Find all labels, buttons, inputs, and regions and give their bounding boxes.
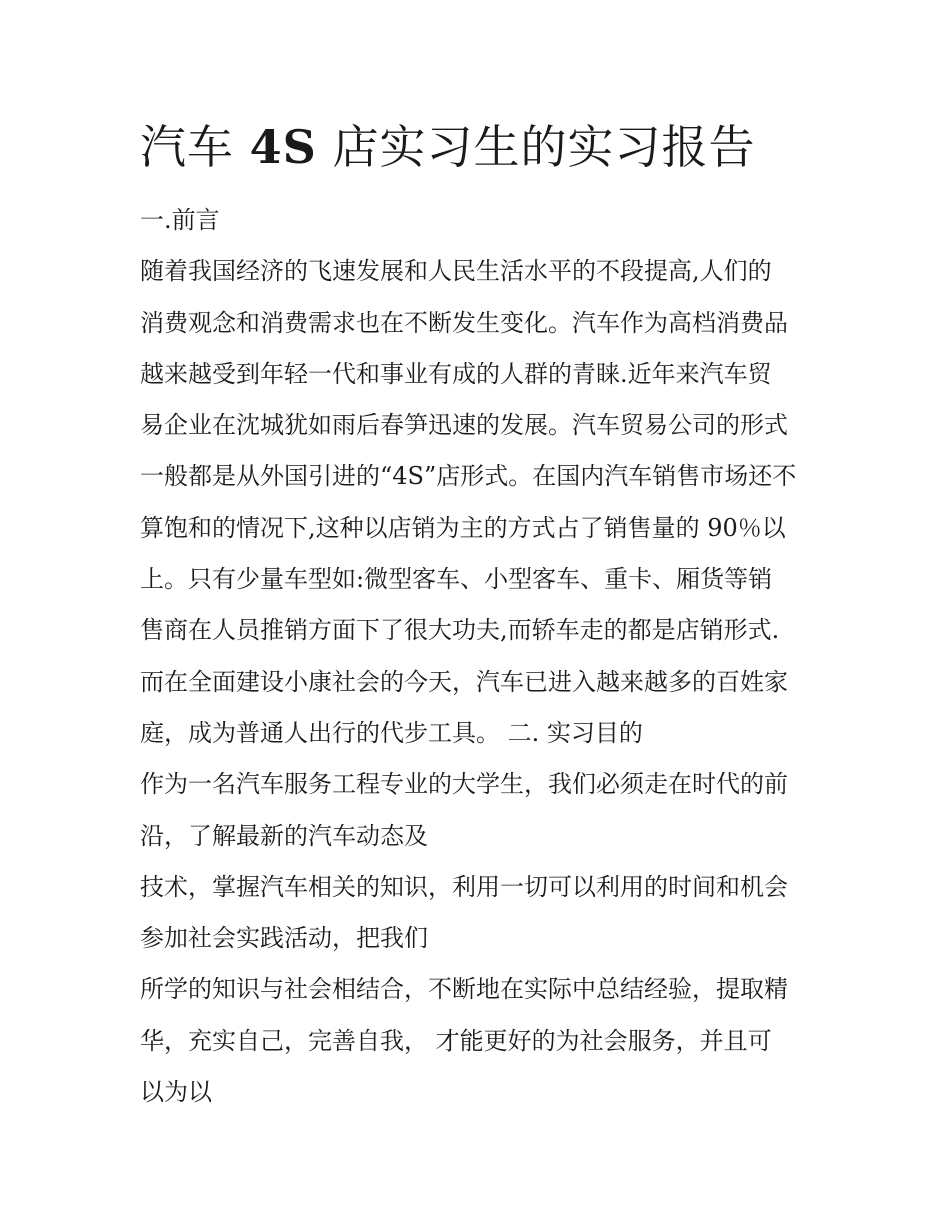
section-heading-preface: 一.前言 [140,206,220,234]
text-line: 一般都是从外国引进的“4S”店形式。在国内汽车销售市场还不 [140,462,797,491]
text-line: 作为一名汽车服务工程专业的大学生，我们必须走在时代的前 [140,770,788,799]
text-line: 而在全面建设小康社会的今天，汽车已进入越来越多的百姓家 [140,667,788,696]
text-line: 算饱和的情况下,这种以店销为主的方式占了销售量的 90％以 [140,513,786,542]
text-line: 技术，掌握汽车相关的知识，利用一切可以利用的时间和机会 [140,872,788,901]
text-line: 沿，了解最新的汽车动态及 [140,821,428,850]
text-line: 随着我国经济的飞速发展和人民生活水平的不段提高,人们的 [140,257,772,286]
title-text-part2: 店实习生的实习报告 [316,120,756,174]
document-body [140,195,820,1118]
text-line: 售商在人员推销方面下了很大功夫,而轿车走的都是店销形式. [140,616,780,645]
text-line: 消费观念和消费需求也在不断发生变化。汽车作为高档消费品 [140,308,788,337]
text-line: 参加社会实践活动，把我们 [140,924,428,953]
title-text-bold: 4S [249,120,317,174]
text-line: 以为以 [140,1078,212,1107]
text-line: 庭，成为普通人出行的代步工具。 二. 实习目的 [140,718,643,747]
document-title [140,112,755,182]
text-line: 华，充实自己，完善自我， 才能更好的为社会服务，并且可 [140,1026,772,1055]
text-line: 越来越受到年轻一代和事业有成的人群的青睐.近年来汽车贸 [140,359,772,388]
text-line: 所学的知识与社会相结合，不断地在实际中总结经验，提取精 [140,975,788,1004]
text-line: 上。只有少量车型如:微型客车、小型客车、重卡、厢货等销 [140,565,773,594]
title-text-part1: 汽车 [140,120,250,174]
text-line: 易企业在沈城犹如雨后春笋迅速的发展。汽车贸易公司的形式 [140,411,788,440]
